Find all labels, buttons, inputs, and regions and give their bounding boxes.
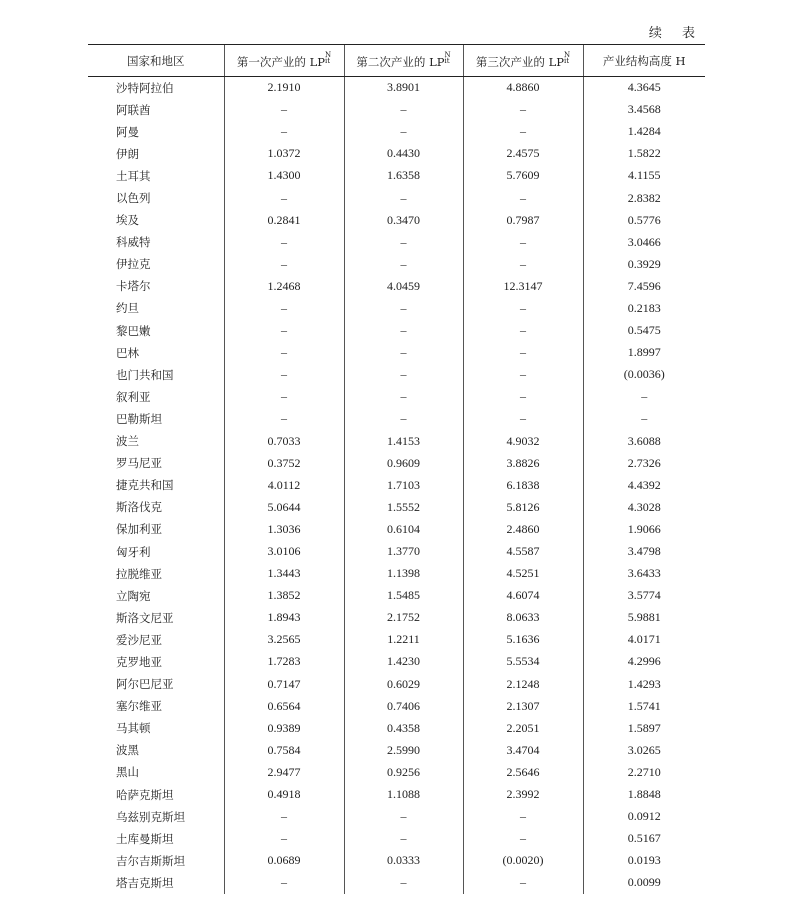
- structure-height-cell: 2.8382: [583, 187, 705, 209]
- structure-height-cell: 4.3645: [583, 77, 705, 99]
- country-name: 黑山: [116, 765, 139, 780]
- secondary-lp-cell: –: [344, 187, 463, 209]
- primary-lp-cell: 1.2468: [224, 275, 344, 297]
- secondary-lp-cell: 0.7406: [344, 695, 463, 717]
- tertiary-lp-cell: 2.4860: [463, 518, 583, 540]
- primary-lp-cell: 1.3443: [224, 563, 344, 585]
- structure-height-cell: 0.2183: [583, 297, 705, 319]
- country-name: 埃及: [116, 213, 139, 228]
- header-row: [88, 45, 705, 77]
- secondary-lp-cell: –: [344, 872, 463, 894]
- structure-height-cell: 2.2710: [583, 761, 705, 783]
- country-name: 斯洛文尼亚: [116, 610, 174, 625]
- table-row: [88, 629, 705, 651]
- tertiary-lp-cell: 6.1838: [463, 474, 583, 496]
- tertiary-lp-cell: 4.5587: [463, 540, 583, 562]
- country-name: 波兰: [116, 434, 139, 449]
- structure-height-cell: –: [583, 408, 705, 430]
- secondary-lp-cell: 1.7103: [344, 474, 463, 496]
- secondary-lp-cell: 3.8901: [344, 77, 463, 99]
- country-name: 巴林: [116, 345, 139, 360]
- table-row: [88, 850, 705, 872]
- table-row: [88, 121, 705, 143]
- tertiary-lp-cell: 0.7987: [463, 209, 583, 231]
- primary-lp-cell: –: [224, 231, 344, 253]
- tertiary-lp-cell: (0.0020): [463, 850, 583, 872]
- tertiary-lp-cell: 5.7609: [463, 165, 583, 187]
- tertiary-lp-cell: 4.5251: [463, 563, 583, 585]
- primary-lp-cell: –: [224, 806, 344, 828]
- secondary-lp-cell: 2.1752: [344, 607, 463, 629]
- table-row: [88, 651, 705, 673]
- primary-lp-cell: –: [224, 297, 344, 319]
- table-row: [88, 872, 705, 894]
- country-name: 科威特: [116, 235, 151, 250]
- table-row: [88, 518, 705, 540]
- table-row: [88, 784, 705, 806]
- structure-height-cell: 0.0099: [583, 872, 705, 894]
- structure-height-cell: –: [583, 386, 705, 408]
- secondary-lp-cell: –: [344, 386, 463, 408]
- tertiary-lp-cell: –: [463, 386, 583, 408]
- secondary-lp-cell: 0.4358: [344, 717, 463, 739]
- table-row: [88, 540, 705, 562]
- structure-height-cell: 0.0193: [583, 850, 705, 872]
- primary-lp-cell: 4.0112: [224, 474, 344, 496]
- table-row: [88, 209, 705, 231]
- primary-lp-cell: 1.3852: [224, 585, 344, 607]
- primary-lp-cell: –: [224, 872, 344, 894]
- secondary-lp-cell: –: [344, 828, 463, 850]
- tertiary-lp-cell: –: [463, 828, 583, 850]
- country-name: 波黑: [116, 743, 139, 758]
- structure-height-cell: 4.2996: [583, 651, 705, 673]
- country-name: 巴勒斯坦: [116, 411, 162, 426]
- table-row: [88, 143, 705, 165]
- table-row: [88, 165, 705, 187]
- secondary-lp-cell: 0.0333: [344, 850, 463, 872]
- structure-height-cell: 4.3028: [583, 496, 705, 518]
- table-row: [88, 231, 705, 253]
- structure-height-cell: 0.5167: [583, 828, 705, 850]
- table-row: [88, 320, 705, 342]
- secondary-lp-cell: –: [344, 408, 463, 430]
- secondary-lp-cell: 1.1398: [344, 563, 463, 585]
- secondary-lp-cell: 0.4430: [344, 143, 463, 165]
- country-name: 阿联酋: [116, 102, 151, 117]
- structure-height-cell: 1.5897: [583, 717, 705, 739]
- structure-height-cell: 4.4392: [583, 474, 705, 496]
- table-row: [88, 187, 705, 209]
- tertiary-lp-cell: 2.4575: [463, 143, 583, 165]
- structure-height-cell: 0.3929: [583, 253, 705, 275]
- tertiary-lp-cell: 4.9032: [463, 430, 583, 452]
- tertiary-lp-cell: 2.1248: [463, 673, 583, 695]
- tertiary-lp-cell: 8.0633: [463, 607, 583, 629]
- tertiary-lp-cell: –: [463, 187, 583, 209]
- secondary-lp-cell: 0.6029: [344, 673, 463, 695]
- secondary-lp-cell: 1.4230: [344, 651, 463, 673]
- secondary-lp-cell: –: [344, 364, 463, 386]
- tertiary-lp-cell: 12.3147: [463, 275, 583, 297]
- structure-height-cell: 1.5822: [583, 143, 705, 165]
- table-row: [88, 828, 705, 850]
- secondary-lp-cell: 1.4153: [344, 430, 463, 452]
- primary-lp-cell: 1.8943: [224, 607, 344, 629]
- table-row: [88, 99, 705, 121]
- structure-height-cell: 7.4596: [583, 275, 705, 297]
- structure-height-cell: 1.8997: [583, 342, 705, 364]
- country-name: 哈萨克斯坦: [116, 787, 174, 802]
- table-row: [88, 474, 705, 496]
- tertiary-lp-cell: –: [463, 253, 583, 275]
- primary-lp-cell: 0.7033: [224, 430, 344, 452]
- secondary-lp-cell: 1.1088: [344, 784, 463, 806]
- secondary-lp-cell: –: [344, 806, 463, 828]
- table-row: [88, 253, 705, 275]
- secondary-lp-cell: –: [344, 99, 463, 121]
- table-row: [88, 408, 705, 430]
- primary-lp-cell: –: [224, 253, 344, 275]
- table-row: [88, 297, 705, 319]
- primary-lp-cell: 5.0644: [224, 496, 344, 518]
- primary-lp-cell: –: [224, 187, 344, 209]
- structure-height-cell: 3.0466: [583, 231, 705, 253]
- country-name: 立陶宛: [116, 588, 151, 603]
- country-name: 塞尔维亚: [116, 699, 162, 714]
- table-row: [88, 386, 705, 408]
- country-name: 捷克共和国: [116, 478, 174, 493]
- table-row: [88, 607, 705, 629]
- secondary-lp-cell: 1.5485: [344, 585, 463, 607]
- table-row: [88, 430, 705, 452]
- country-name: 约旦: [116, 301, 139, 316]
- secondary-lp-cell: –: [344, 320, 463, 342]
- primary-lp-cell: 0.9389: [224, 717, 344, 739]
- header-country: 国家和地区: [88, 45, 224, 77]
- structure-height-cell: 5.9881: [583, 607, 705, 629]
- country-name: 沙特阿拉伯: [116, 80, 174, 95]
- primary-lp-cell: –: [224, 408, 344, 430]
- primary-lp-cell: –: [224, 386, 344, 408]
- tertiary-lp-cell: 2.3992: [463, 784, 583, 806]
- tertiary-lp-cell: –: [463, 99, 583, 121]
- header-structure-height: 产业结构高度 H: [583, 45, 705, 77]
- country-name: 叙利亚: [116, 389, 151, 404]
- table-body: [88, 77, 705, 894]
- table-row: [88, 739, 705, 761]
- tertiary-lp-cell: 3.4704: [463, 739, 583, 761]
- table-row: [88, 761, 705, 783]
- secondary-lp-cell: 2.5990: [344, 739, 463, 761]
- primary-lp-cell: 0.3752: [224, 452, 344, 474]
- tertiary-lp-cell: –: [463, 364, 583, 386]
- tertiary-lp-cell: 5.8126: [463, 496, 583, 518]
- primary-lp-cell: –: [224, 828, 344, 850]
- country-name: 爱沙尼亚: [116, 632, 162, 647]
- table-row: [88, 275, 705, 297]
- table-row: [88, 585, 705, 607]
- tertiary-lp-cell: –: [463, 872, 583, 894]
- structure-height-cell: 3.5774: [583, 585, 705, 607]
- primary-lp-cell: 0.2841: [224, 209, 344, 231]
- country-name: 阿曼: [116, 124, 139, 139]
- tertiary-lp-cell: –: [463, 231, 583, 253]
- tertiary-lp-cell: 5.5534: [463, 651, 583, 673]
- primary-lp-cell: –: [224, 99, 344, 121]
- primary-lp-cell: –: [224, 320, 344, 342]
- country-name: 卡塔尔: [116, 279, 151, 294]
- primary-lp-cell: 0.4918: [224, 784, 344, 806]
- table-row: [88, 364, 705, 386]
- tertiary-lp-cell: –: [463, 806, 583, 828]
- table-row: [88, 563, 705, 585]
- primary-lp-cell: –: [224, 364, 344, 386]
- structure-height-cell: 3.6433: [583, 563, 705, 585]
- tertiary-lp-cell: 2.5646: [463, 761, 583, 783]
- structure-height-cell: 1.4284: [583, 121, 705, 143]
- primary-lp-cell: –: [224, 342, 344, 364]
- country-name: 马其顿: [116, 721, 151, 736]
- secondary-lp-cell: –: [344, 121, 463, 143]
- secondary-lp-cell: 1.5552: [344, 496, 463, 518]
- structure-height-cell: 4.0171: [583, 629, 705, 651]
- structure-height-cell: 3.6088: [583, 430, 705, 452]
- country-name: 保加利亚: [116, 522, 162, 537]
- country-name: 土耳其: [116, 168, 151, 183]
- table-row: [88, 695, 705, 717]
- tertiary-lp-cell: 5.1636: [463, 629, 583, 651]
- secondary-lp-cell: 1.2211: [344, 629, 463, 651]
- country-name: 罗马尼亚: [116, 456, 162, 471]
- primary-lp-cell: 0.6564: [224, 695, 344, 717]
- primary-lp-cell: –: [224, 121, 344, 143]
- structure-height-cell: 3.4568: [583, 99, 705, 121]
- secondary-lp-cell: –: [344, 297, 463, 319]
- country-name: 阿尔巴尼亚: [116, 677, 174, 692]
- structure-height-cell: 1.4293: [583, 673, 705, 695]
- header-tertiary-lp: 第三次产业的 LPN it: [463, 45, 583, 77]
- header-secondary-lp: 第二次产业的 LPN it: [344, 45, 463, 77]
- table-row: [88, 496, 705, 518]
- secondary-lp-cell: 4.0459: [344, 275, 463, 297]
- secondary-lp-cell: 0.9256: [344, 761, 463, 783]
- structure-height-cell: 1.9066: [583, 518, 705, 540]
- secondary-lp-cell: 0.6104: [344, 518, 463, 540]
- table-row: [88, 673, 705, 695]
- secondary-lp-cell: –: [344, 342, 463, 364]
- primary-lp-cell: 1.7283: [224, 651, 344, 673]
- tertiary-lp-cell: 2.1307: [463, 695, 583, 717]
- continued-label: 续 表: [648, 26, 703, 41]
- primary-lp-cell: 2.9477: [224, 761, 344, 783]
- tertiary-lp-cell: 4.8860: [463, 77, 583, 99]
- secondary-lp-cell: 0.9609: [344, 452, 463, 474]
- primary-lp-cell: 1.4300: [224, 165, 344, 187]
- structure-height-cell: 1.5741: [583, 695, 705, 717]
- structure-height-cell: 2.7326: [583, 452, 705, 474]
- tertiary-lp-cell: –: [463, 342, 583, 364]
- country-name: 伊拉克: [116, 257, 151, 272]
- industry-structure-table: [88, 44, 705, 894]
- structure-height-cell: 0.0912: [583, 806, 705, 828]
- country-name: 斯洛伐克: [116, 500, 162, 515]
- secondary-lp-cell: –: [344, 231, 463, 253]
- tertiary-lp-cell: –: [463, 408, 583, 430]
- table-row: [88, 342, 705, 364]
- primary-lp-cell: 0.7584: [224, 739, 344, 761]
- primary-lp-cell: 0.7147: [224, 673, 344, 695]
- country-name: 黎巴嫩: [116, 323, 151, 338]
- country-name: 拉脱维亚: [116, 566, 162, 581]
- primary-lp-cell: 2.1910: [224, 77, 344, 99]
- country-name: 吉尔吉斯斯坦: [116, 853, 185, 868]
- tertiary-lp-cell: –: [463, 121, 583, 143]
- header-primary-lp: 第一次产业的 LPN it: [224, 45, 344, 77]
- primary-lp-cell: 1.0372: [224, 143, 344, 165]
- table-row: [88, 77, 705, 99]
- structure-height-cell: (0.0036): [583, 364, 705, 386]
- primary-lp-cell: 3.2565: [224, 629, 344, 651]
- primary-lp-cell: 3.0106: [224, 540, 344, 562]
- primary-lp-cell: 0.0689: [224, 850, 344, 872]
- secondary-lp-cell: –: [344, 253, 463, 275]
- tertiary-lp-cell: –: [463, 320, 583, 342]
- structure-height-cell: 1.8848: [583, 784, 705, 806]
- secondary-lp-cell: 1.6358: [344, 165, 463, 187]
- tertiary-lp-cell: 4.6074: [463, 585, 583, 607]
- structure-height-cell: 3.0265: [583, 739, 705, 761]
- country-name: 塔吉克斯坦: [116, 875, 174, 890]
- table-row: [88, 806, 705, 828]
- structure-height-cell: 0.5475: [583, 320, 705, 342]
- primary-lp-cell: 1.3036: [224, 518, 344, 540]
- country-name: 以色列: [116, 191, 151, 206]
- secondary-lp-cell: 0.3470: [344, 209, 463, 231]
- country-name: 伊朗: [116, 146, 139, 161]
- country-name: 克罗地亚: [116, 654, 162, 669]
- structure-height-cell: 3.4798: [583, 540, 705, 562]
- secondary-lp-cell: 1.3770: [344, 540, 463, 562]
- country-name: 也门共和国: [116, 367, 174, 382]
- tertiary-lp-cell: 3.8826: [463, 452, 583, 474]
- tertiary-lp-cell: 2.2051: [463, 717, 583, 739]
- country-name: 土库曼斯坦: [116, 831, 174, 846]
- tertiary-lp-cell: –: [463, 297, 583, 319]
- structure-height-cell: 4.1155: [583, 165, 705, 187]
- country-name: 乌兹别克斯坦: [116, 809, 185, 824]
- table-row: [88, 717, 705, 739]
- country-name: 匈牙利: [116, 544, 151, 559]
- table-row: [88, 452, 705, 474]
- structure-height-cell: 0.5776: [583, 209, 705, 231]
